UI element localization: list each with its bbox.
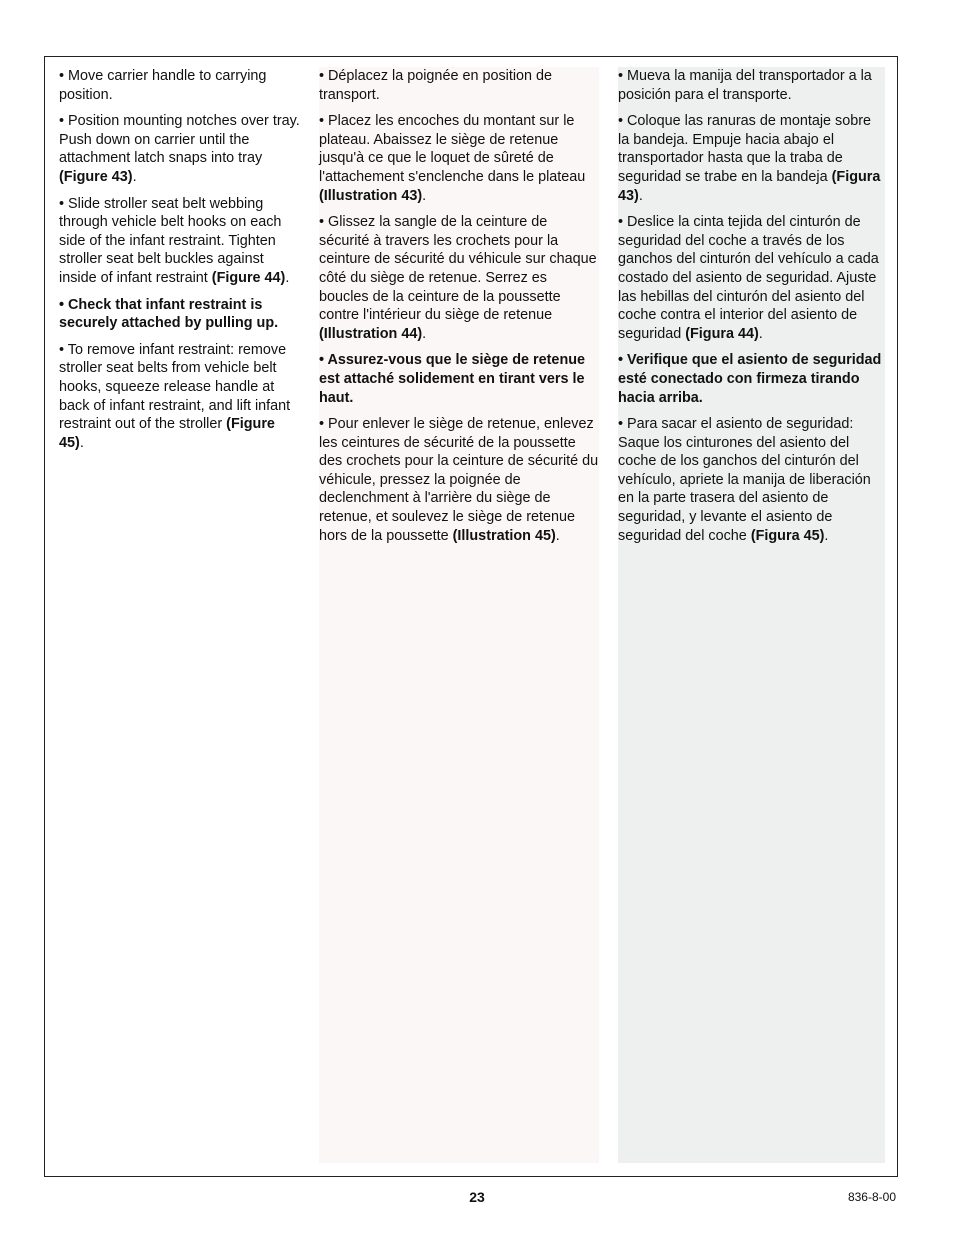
content-frame [44,56,898,1177]
warning-paragraph: • Verifique que el asiento de seguridad esté conectado con firmeza tirando hacia arriba. [618,352,882,406]
instruction-paragraph: • Slide stroller seat belt webbing through vehicle belt hooks on each side of the infant restraint. Tighten stroller seat belt buckles against inside of infant restraint (Figure 44). [59,195,290,286]
french-column [319,67,599,1163]
warning-paragraph: • Check that infant restraint is securely attached by pulling up. [59,296,279,332]
instruction-paragraph: • Placez les encoches du montant sur le plateau. Abaissez le siège de retenue jusqu'à ce que le loquet de sûreté de l'attachement s'enclenche dans le plateau (Illustration 43). [319,113,586,204]
spanish-column [618,67,885,1163]
instruction-paragraph: • Déplacez la poignée en position de transport. [319,68,553,103]
instruction-paragraph: • Deslice la cinta tejida del cinturón de seguridad del coche a través de los ganchos del cinturón del vehículo a cada costado del asiento de seguridad. Ajuste las hebillas del cinturón del asiento del coche contra el interior del asiento de seguridad (Figura 44). [618,214,879,342]
instruction-paragraph: • Glissez la sangle de la ceinture de sécurité à travers les crochets pour la ceinture de sécurité du véhicule sur chaque côté du siège de retenue. Serrez es boucles de la ceinture de la poussette contre l'intérieur du siège de retenue (Illustration 44). [319,214,597,342]
instruction-paragraph: • Mueva la manija del transportador a la posición para el transporte. [618,68,872,103]
instruction-paragraph: • Pour enlever le siège de retenue, enlevez les ceintures de sécurité de la poussette des crochets pour la ceinture de sécurité du véhicule, pressez la poignée de declenchment à l'arrière du siège de retenue, et soulevez le siège de retenue hors de la poussette (Illustration 45). [319,416,599,544]
instruction-paragraph: • Move carrier handle to carrying position. [59,68,267,103]
instruction-paragraph: • To remove infant restraint: remove stroller seat belts from vehicle belt hooks, squeeze release handle at back of infant restraint, and lift infant restraint out of the stroller (Figure 45). [59,341,291,451]
english-column [59,67,303,460]
document-code: 836-8-00 [847,1190,896,1204]
warning-paragraph: • Assurez-vous que le siège de retenue est attaché solidement en tirant vers le haut. [319,352,586,406]
instruction-paragraph: • Para sacar el asiento de seguridad: Saque los cinturones del asiento del coche de los ganchos del cinturón del vehículo, apriete la manija de liberación en la parte trasera del asiento de seguridad, y levante el asiento de seguridad del coche (Figura 45). [618,416,871,544]
instruction-paragraph: • Coloque las ranuras de montaje sobre la bandeja. Empuje hacia abajo el transportador hasta que la traba de seguridad se trabe en la bandeja (Figura 43). [618,113,881,204]
instruction-paragraph: • Position mounting notches over tray. Push down on carrier until the attachment latch snaps into tray (Figure 43). [59,113,300,185]
page-number: 23 [469,1189,485,1205]
